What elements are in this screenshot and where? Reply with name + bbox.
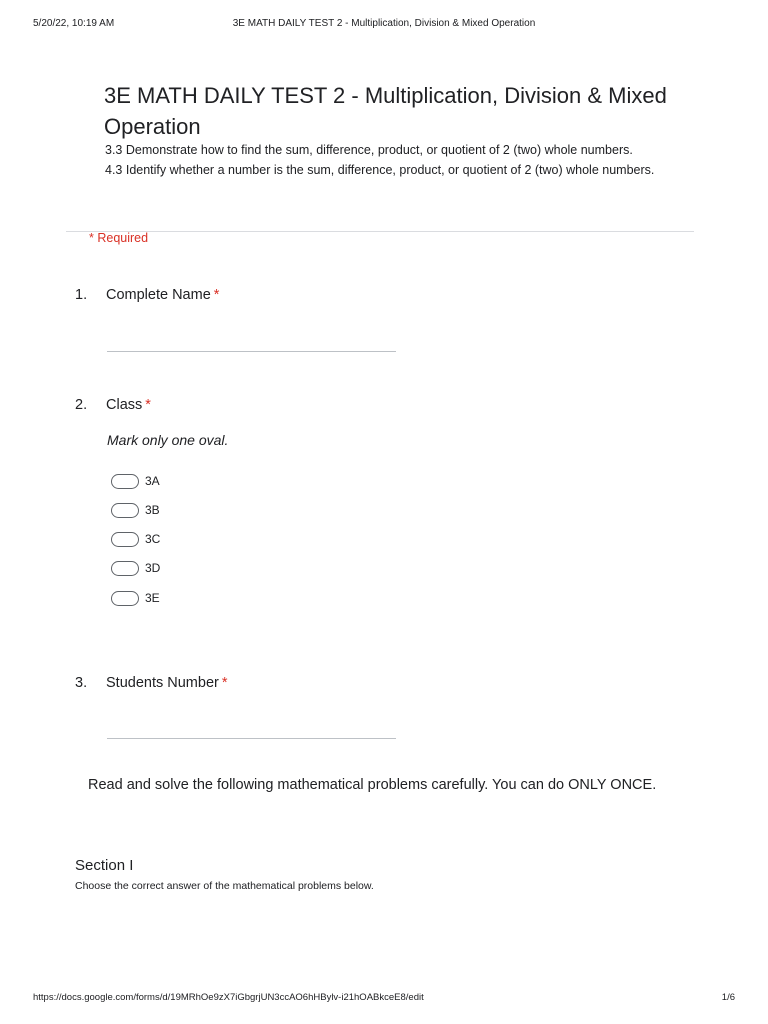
radio-oval-icon[interactable] [111,532,139,547]
print-page-title: 3E MATH DAILY TEST 2 - Multiplication, Division & Mixed Operation [232,18,536,29]
question-title-class [106,397,151,413]
page-number: 1/6 [721,992,735,1003]
section-description: Choose the correct answer of the mathematical problems below. [75,880,374,892]
option-label: 3A [145,474,160,488]
radio-oval-icon[interactable] [111,474,139,489]
students-number-input[interactable] [107,738,396,739]
form-description [105,141,695,180]
class-option-3e[interactable] [111,589,160,607]
form-description-line: 4.3 Identify whether a number is the sum, difference, product, or quotient of 2 (two) whole numbers. [105,162,655,177]
instructions-text: Read and solve the following mathematical problems carefully. You can do ONLY ONCE. [88,777,657,793]
required-star: * [213,287,220,303]
option-label: 3C [145,532,161,546]
complete-name-input[interactable] [107,351,396,352]
print-datetime: 5/20/22, 10:19 AM [33,18,115,29]
question-title-complete-name [106,287,219,303]
question-label: Complete Name [106,287,211,303]
radio-oval-icon[interactable] [111,503,139,518]
header-divider [66,231,694,232]
question-number: 3. [75,675,88,691]
radio-oval-icon[interactable] [111,561,139,576]
question-number: 2. [75,397,88,413]
print-url: https://docs.google.com/forms/d/19MRhOe9zX7iGbgrjUN3ccAO6hHBylv-i21hOABkceE8/edit [33,992,424,1003]
form-description-line: 3.3 Demonstrate how to find the sum, difference, product, or quotient of 2 (two) whole numbers. [105,143,633,157]
print-footer [33,992,735,1006]
required-note: * Required [89,231,149,245]
radio-oval-icon[interactable] [111,591,139,606]
option-label: 3E [145,591,160,605]
form-title: 3E MATH DAILY TEST 2 - Multiplication, Division & Mixed Operation [104,83,667,139]
question-number: 1. [75,287,88,303]
print-header [33,18,735,32]
required-star: * [145,397,151,413]
class-option-3a[interactable] [111,472,160,490]
required-star: * [221,675,228,691]
question-label: Class [106,397,143,413]
class-option-3c[interactable] [111,530,160,548]
class-option-3b[interactable] [111,501,160,519]
section-title: Section I [75,857,134,874]
question-title-students-number [106,675,228,691]
mark-hint: Mark only one oval. [107,432,229,448]
option-label: 3D [145,561,161,575]
option-label: 3B [145,503,160,517]
class-option-3d[interactable] [111,559,160,577]
question-label: Students Number [106,675,219,691]
